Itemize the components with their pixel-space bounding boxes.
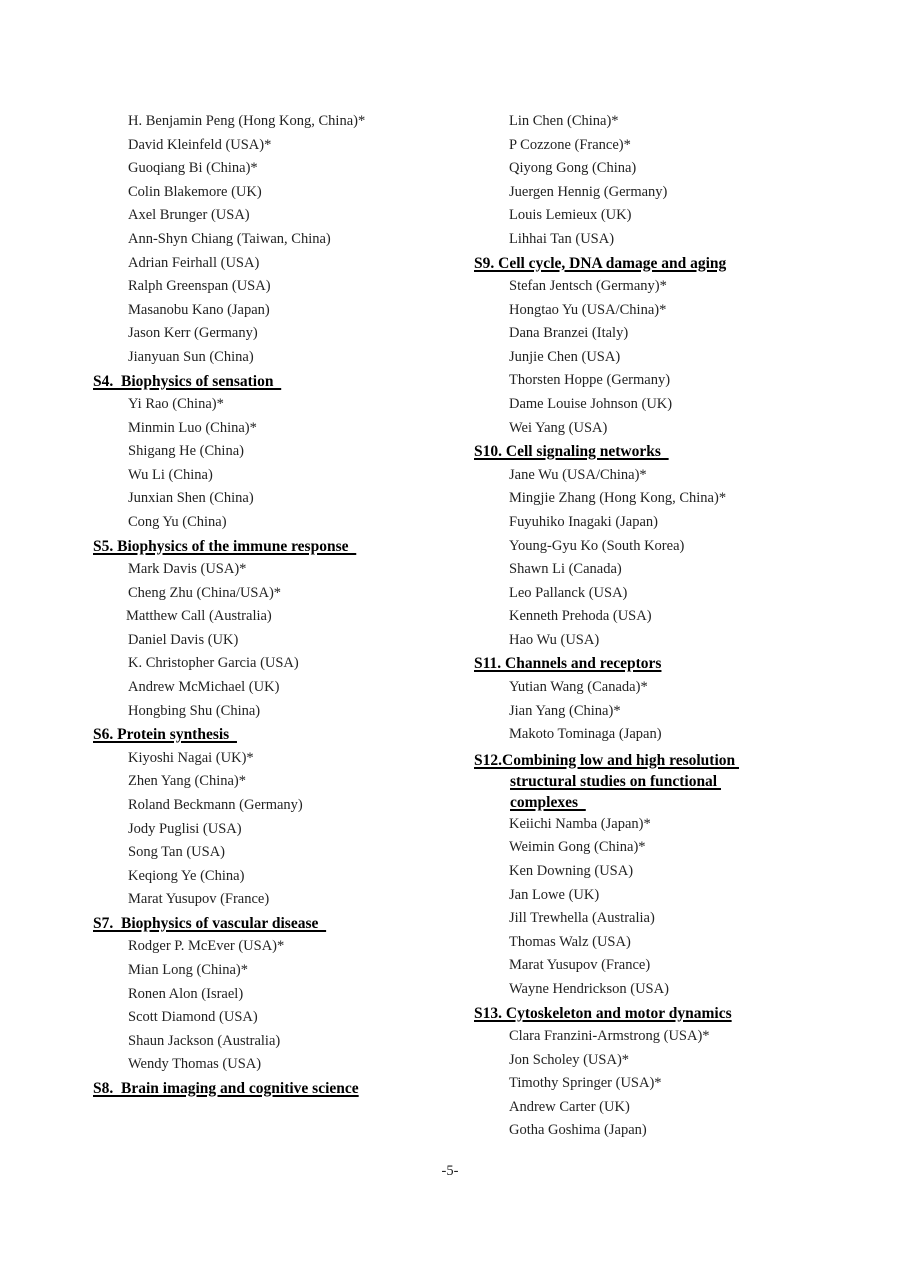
speaker-name: Wayne Hendrickson (USA) <box>509 980 669 997</box>
speaker-name: Axel Brunger (USA) <box>128 207 250 224</box>
section-s6 <box>93 723 463 912</box>
speaker-name: Song Tan (USA) <box>128 844 225 861</box>
section-heading: S9. Cell cycle, DNA damage and aging <box>474 254 727 272</box>
speaker-name: Marat Yusupov (France) <box>509 957 651 974</box>
speaker-name: Hao Wu (USA) <box>509 631 600 648</box>
speaker-name: Minmin Luo (China)* <box>128 419 257 436</box>
speaker-name: Roland Beckmann (Germany) <box>128 796 303 813</box>
section-heading: S13. Cytoskeleton and motor dynamics <box>474 1004 732 1022</box>
intro-name-list <box>474 110 814 252</box>
speaker-name: K. Christopher Garcia (USA) <box>128 655 299 672</box>
speaker-name: Jane Wu (USA/China)* <box>509 466 647 483</box>
speaker-name: Dame Louise Johnson (UK) <box>509 396 673 413</box>
speaker-name: Yi Rao (China)* <box>128 396 224 413</box>
speaker-name: Guoqiang Bi (China)* <box>128 160 258 177</box>
speaker-name: Ralph Greenspan (USA) <box>128 278 271 295</box>
speaker-name: Lin Chen (China)* <box>509 113 619 129</box>
speaker-name: Matthew Call (Australia) <box>126 608 272 625</box>
section-heading-line: complexes <box>510 793 586 811</box>
speaker-name: Qiyong Gong (China) <box>509 160 637 177</box>
speaker-name: Junxian Shen (China) <box>128 490 254 507</box>
section-heading: S8. Brain imaging and cognitive science <box>93 1079 359 1097</box>
speaker-name: Kiyoshi Nagai (UK)* <box>128 749 254 766</box>
left-column <box>93 110 463 1100</box>
speaker-name: Jon Scholey (USA)* <box>509 1051 630 1068</box>
speaker-name: Young-Gyu Ko (South Korea) <box>509 537 685 554</box>
speaker-name: Shigang He (China) <box>128 443 244 460</box>
speaker-name: Keiichi Namba (Japan)* <box>509 815 651 832</box>
speaker-name: Ann-Shyn Chiang (Taiwan, China) <box>128 230 331 247</box>
speaker-name: Jan Lowe (UK) <box>509 886 600 903</box>
speaker-name: Jian Yang (China)* <box>509 702 621 719</box>
speaker-name: Yutian Wang (Canada)* <box>509 678 648 695</box>
speaker-name: Ken Downing (USA) <box>509 862 634 879</box>
section-s5 <box>93 535 463 724</box>
speaker-name: Jianyuan Sun (China) <box>128 348 254 365</box>
section-s13 <box>474 1002 814 1143</box>
speaker-name: Gotha Goshima (Japan) <box>509 1122 647 1139</box>
speaker-name: Adrian Feirhall (USA) <box>128 254 260 271</box>
speaker-name: Makoto Tominaga (Japan) <box>509 726 662 743</box>
section-heading: S6. Protein synthesis <box>93 726 237 744</box>
speaker-name: Leo Pallanck (USA) <box>509 584 628 601</box>
speaker-name: Junjie Chen (USA) <box>509 348 621 365</box>
speaker-name: Lihhai Tan (USA) <box>509 230 615 247</box>
speaker-name: Hongbing Shu (China) <box>128 702 261 719</box>
speaker-name: Timothy Springer (USA)* <box>509 1075 662 1092</box>
speaker-name: P Cozzone (France)* <box>509 136 631 153</box>
speaker-name: Jody Puglisi (USA) <box>128 820 242 837</box>
speaker-name: Cheng Zhu (China/USA)* <box>128 584 282 601</box>
section-heading: S10. Cell signaling networks <box>474 443 669 461</box>
speaker-name: Cong Yu (China) <box>128 514 227 530</box>
section-heading: S7. Biophysics of vascular disease <box>93 914 327 932</box>
speaker-name: Wu Li (China) <box>128 466 213 483</box>
section-heading: S11. Channels and receptors <box>474 655 662 673</box>
section-s11 <box>474 652 814 746</box>
speaker-name: Rodger P. McEver (USA)* <box>128 938 285 955</box>
speaker-name: Weimin Gong (China)* <box>509 839 646 856</box>
section-s7 <box>93 912 463 1077</box>
speaker-name: Colin Blakemore (UK) <box>128 183 262 200</box>
speaker-name: Wendy Thomas (USA) <box>128 1056 262 1073</box>
speaker-name: Marat Yusupov (France) <box>128 891 270 908</box>
section-s9 <box>474 252 814 441</box>
speaker-name: Andrew Carter (UK) <box>509 1098 630 1115</box>
speaker-name: Jason Kerr (Germany) <box>128 325 258 342</box>
speaker-name: Mark Davis (USA)* <box>128 561 247 578</box>
speaker-name: Hongtao Yu (USA/China)* <box>509 301 667 318</box>
speaker-name: Clara Franzini-Armstrong (USA)* <box>509 1028 710 1044</box>
page-number: -5- <box>441 1163 459 1179</box>
speaker-name: Scott Diamond (USA) <box>128 1009 258 1026</box>
speaker-name: Juergen Hennig (Germany) <box>509 183 668 200</box>
speaker-name: Wei Yang (USA) <box>509 419 608 436</box>
section-heading-line: structural studies on functional <box>510 772 721 790</box>
section-s10 <box>474 440 814 652</box>
speaker-name: David Kleinfeld (USA)* <box>128 136 272 153</box>
speaker-name: Thomas Walz (USA) <box>509 933 631 950</box>
intro-name-list <box>93 110 463 370</box>
speaker-name: Mingjie Zhang (Hong Kong, China)* <box>509 490 727 507</box>
right-column <box>474 110 814 1143</box>
speaker-name: Keqiong Ye (China) <box>128 867 245 884</box>
speaker-name: H. Benjamin Peng (Hong Kong, China)* <box>128 113 366 129</box>
speaker-name: Shaun Jackson (Australia) <box>128 1032 281 1049</box>
section-heading-line: S12.Combining low and high resolution <box>474 751 740 769</box>
speaker-name: Thorsten Hoppe (Germany) <box>509 372 671 389</box>
speaker-name: Ronen Alon (Israel) <box>128 985 244 1002</box>
speaker-name: Shawn Li (Canada) <box>509 561 622 578</box>
speaker-name: Stefan Jentsch (Germany)* <box>509 278 667 295</box>
section-s4 <box>93 370 463 535</box>
section-s8 <box>93 1077 463 1101</box>
speaker-name: Mian Long (China)* <box>128 962 249 978</box>
speaker-name: Louis Lemieux (UK) <box>509 207 632 224</box>
speaker-name: Zhen Yang (China)* <box>128 773 247 790</box>
section-heading: S5. Biophysics of the immune response <box>93 537 357 555</box>
speaker-name: Andrew McMichael (UK) <box>128 679 280 696</box>
section-heading: S4. Biophysics of sensation <box>93 372 282 390</box>
speaker-name: Fuyuhiko Inagaki (Japan) <box>509 513 658 530</box>
section-heading <box>474 750 814 813</box>
speaker-name: Kenneth Prehoda (USA) <box>509 608 652 625</box>
speaker-name: Jill Trewhella (Australia) <box>509 910 655 927</box>
section-s12 <box>474 750 814 1002</box>
speaker-name: Masanobu Kano (Japan) <box>128 301 270 318</box>
speaker-name: Daniel Davis (UK) <box>128 631 239 648</box>
speaker-name: Dana Branzei (Italy) <box>509 325 629 342</box>
